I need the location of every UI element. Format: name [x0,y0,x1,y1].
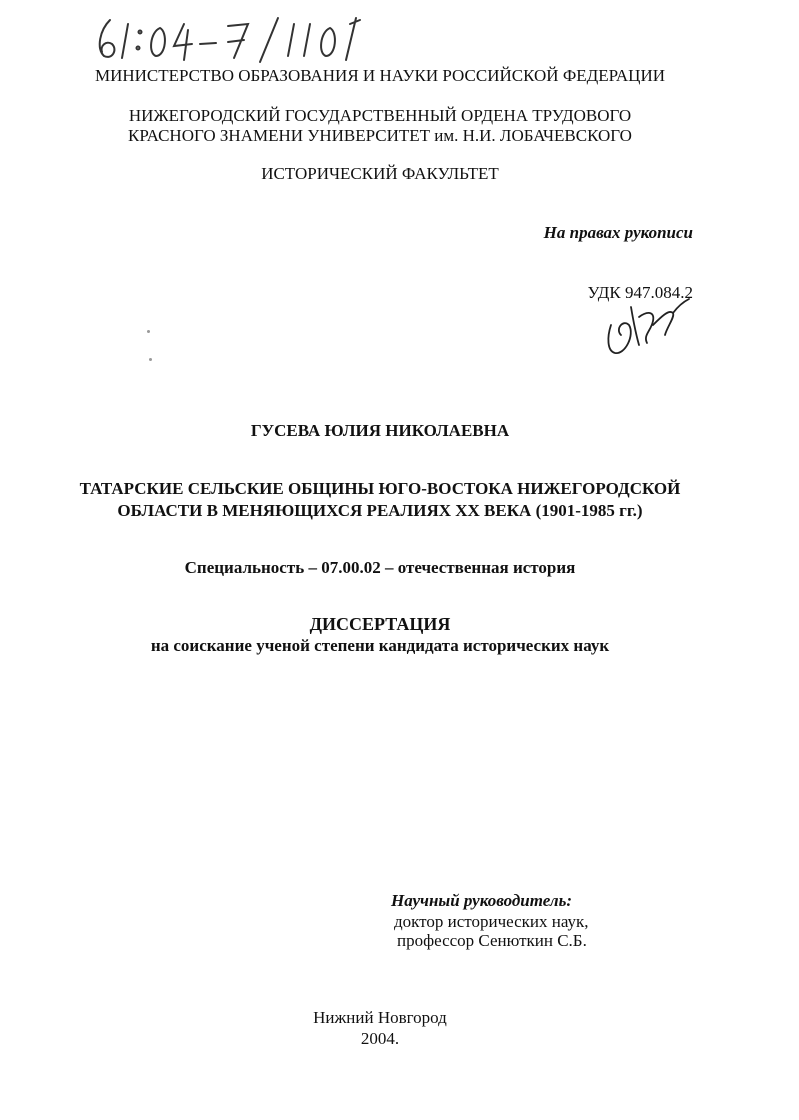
manuscript-rights-note: На правах рукописи [543,223,693,242]
ministry-heading: МИНИСТЕРСТВО ОБРАЗОВАНИЯ И НАУКИ РОССИЙСКОЙ ФЕДЕРАЦИИ [94,66,666,85]
signature-strokes [603,295,693,360]
scan-speck [149,358,152,361]
university-line-2: КРАСНОГО ЗНАМЕНИ УНИВЕРСИТЕТ им. Н.И. ЛОБАЧЕВСКОГО [128,126,632,145]
supervisor-label: Научный руководитель: [391,891,573,910]
specialty-line: Специальность – 07.00.02 – отечественная история [184,558,576,577]
degree-line: на соискание ученой степени кандидата исторических наук [150,636,610,655]
city: Нижний Новгород [313,1008,447,1027]
faculty-heading: ИСТОРИЧЕСКИЙ ФАКУЛЬТЕТ [261,164,499,183]
dissertation-title-line-2: ОБЛАСТИ В МЕНЯЮЩИХСЯ РЕАЛИЯХ XX ВЕКА (1901-1985 гг.) [117,501,643,520]
signature [603,295,693,360]
supervisor-name: профессор Сенюткин С.Б. [397,931,587,950]
scan-speck [147,330,150,333]
supervisor-degree: доктор исторических наук, [394,912,589,931]
document-type-heading: ДИССЕРТАЦИЯ [309,614,451,634]
year: 2004. [360,1029,400,1048]
udk-code: УДК 947.084.2 [587,283,693,302]
author-name: ГУСЕВА ЮЛИЯ НИКОЛАЕВНА [250,421,510,440]
handwriting-strokes [88,10,388,65]
handwritten-archive-number [88,10,388,65]
university-line-1: НИЖЕГОРОДСКИЙ ГОСУДАРСТВЕННЫЙ ОРДЕНА ТРУДОВОГО [128,106,632,125]
dissertation-title-line-1: ТАТАРСКИЕ СЕЛЬСКИЕ ОБЩИНЫ ЮГО-ВОСТОКА НИЖЕГОРОДСКОЙ [79,479,681,498]
